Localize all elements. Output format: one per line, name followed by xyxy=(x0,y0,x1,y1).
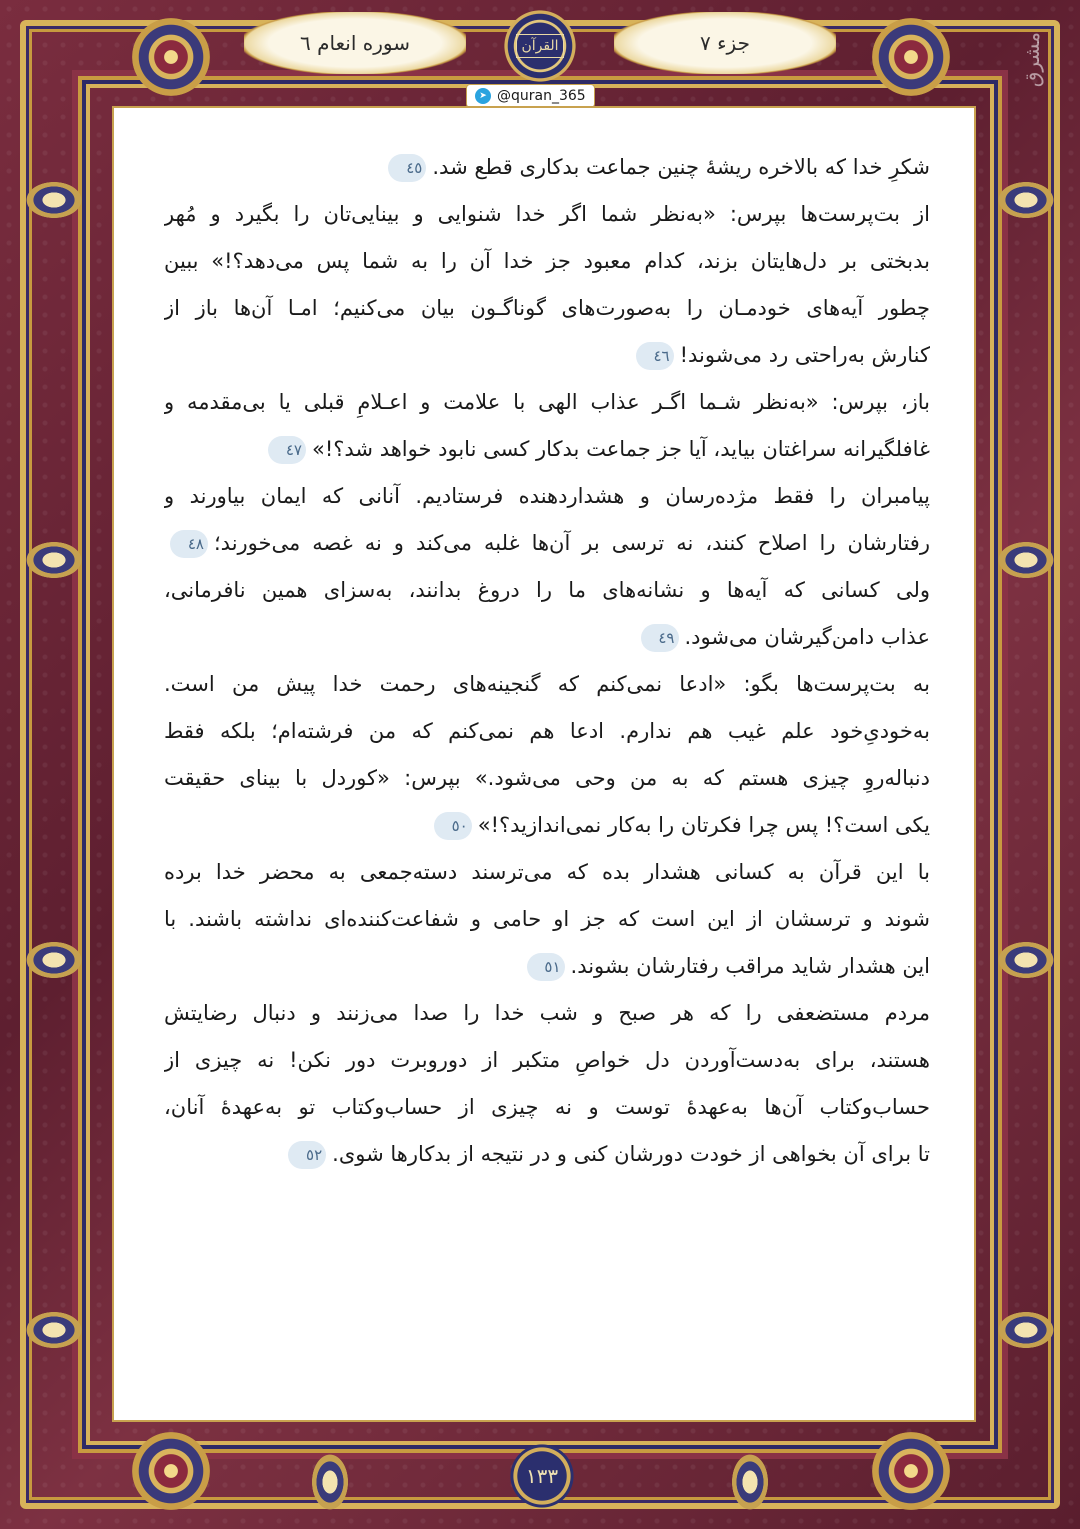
line-text: کنارش به‌راحتی رد می‌شوند! xyxy=(679,343,930,367)
corner-rosette-top-right xyxy=(872,18,950,96)
line-text: پیامبران را فقط مژده‌رسان و هشداردهنده فرستادیم. آنانی که ایمان بیاورند و xyxy=(164,484,930,508)
corner-rosette-top-left xyxy=(132,18,210,96)
line-text: حساب‌وکتاب آن‌ها به‌عهدهٔ توست و نه چیزی از حساب‌وکتاب تو به‌عهدهٔ آنان، xyxy=(164,1095,930,1119)
line-text: غافلگیرانه سراغتان بیاید، آیا جز جماعت بدکار کسی نابود خواهد شد؟!» xyxy=(311,437,930,461)
channel-badge[interactable] xyxy=(466,84,595,108)
text-line xyxy=(164,990,930,1037)
side-medallion xyxy=(994,1309,1058,1351)
corner-rosette-bottom-left xyxy=(132,1432,210,1510)
text-line xyxy=(164,1131,930,1178)
corner-rosette-bottom-right xyxy=(872,1432,950,1510)
text-line xyxy=(164,520,930,567)
emblem-text: القرآن xyxy=(516,34,563,58)
text-line xyxy=(164,708,930,755)
side-medallion xyxy=(22,939,86,981)
line-text: ولی کسانی که آیه‌ها و نشانه‌های ما را دروغ بدانند، به‌سزای همین نافرمانی، xyxy=(164,578,930,602)
side-medallion xyxy=(22,539,86,581)
line-text: هستند، برای به‌دست‌آوردن دل خواصِ متکبر از دوروبرت دور نکن! نه چیزی از xyxy=(164,1048,930,1072)
ayah-number: ٤٥ xyxy=(388,154,426,182)
text-line xyxy=(164,191,930,238)
text-line xyxy=(164,1084,930,1131)
text-line xyxy=(164,943,930,990)
side-medallion xyxy=(994,939,1058,981)
juz-label: جزء ٧ xyxy=(700,31,750,55)
text-line xyxy=(164,238,930,285)
ayah-number: ٤٨ xyxy=(170,530,208,558)
side-medallion xyxy=(994,179,1058,221)
text-line xyxy=(164,379,930,426)
line-text: به بت‌پرست‌ها بگو: «ادعا نمی‌کنم که گنجینه‌های رحمت خدا پیش من است. xyxy=(164,672,930,696)
line-text: این هشدار شاید مراقب رفتارشان بشوند. xyxy=(570,954,930,978)
text-line xyxy=(164,755,930,802)
line-text: شوند و ترسشان از این است که جز او حامی و شفاعت‌کننده‌ای نداشته باشند. با xyxy=(164,907,930,931)
surah-cartouche xyxy=(244,12,466,74)
page-number-badge xyxy=(505,1444,579,1508)
page-number: ١٣٣ xyxy=(525,1464,559,1488)
text-line xyxy=(164,614,930,661)
text-line xyxy=(164,896,930,943)
ayah-number: ٤٩ xyxy=(641,624,679,652)
text-line xyxy=(164,332,930,379)
juz-cartouche xyxy=(614,12,836,74)
line-text: چطور آیه‌های خودمـان را به‌صورت‌های گوناگـون بیان می‌کنیم؛ امـا آن‌ها باز از xyxy=(164,296,930,320)
line-text: به‌خودیِ‌خود علم غیب هم ندارم. ادعا هم نمی‌کنم که من فرشته‌ام؛ بلکه فقط xyxy=(164,719,930,743)
side-medallion xyxy=(994,539,1058,581)
channel-handle: @quran_365 xyxy=(497,88,586,104)
text-line xyxy=(164,285,930,332)
ayah-number: ٥٠ xyxy=(434,812,472,840)
translation-text xyxy=(164,144,930,1178)
bottom-medallion xyxy=(309,1450,351,1514)
line-text: یکی است؟! پس چرا فکرتان را به‌کار نمی‌اندازید؟!» xyxy=(477,813,930,837)
ayah-number: ٤٧ xyxy=(268,436,306,464)
watermark: مشرق xyxy=(1020,32,1044,88)
text-line xyxy=(164,1037,930,1084)
bottom-medallion xyxy=(729,1450,771,1514)
text-line xyxy=(164,661,930,708)
side-medallion xyxy=(22,1309,86,1351)
line-text: دنباله‌روِ چیزی هستم که به من وحی می‌شود.» بپرس: «کوردل با بینای حقیقت xyxy=(164,766,930,790)
ayah-number: ٥٢ xyxy=(288,1141,326,1169)
text-line xyxy=(164,473,930,520)
line-text: مردم مستضعفی را که هر صبح و شب خدا را صدا می‌زنند و دنبال رضایتش xyxy=(164,1001,930,1025)
line-text: عذاب دامن‌گیرشان می‌شود. xyxy=(684,625,930,649)
ayah-number: ٤٦ xyxy=(636,342,674,370)
line-text: شکرِ خدا که بالاخره ریشهٔ چنین جماعت بدکاری قطع شد. xyxy=(432,155,930,179)
line-text: تا برای آن بخواهی از خودت دورشان کنی و در نتیجه از بدکارها شوی. xyxy=(332,1142,930,1166)
text-line xyxy=(164,849,930,896)
text-line xyxy=(164,802,930,849)
line-text: از بت‌پرست‌ها بپرس: «به‌نظر شما اگر خدا شنوایی و بینایی‌تان را بگیرد و مُهر xyxy=(164,202,930,226)
line-text: بدبختی بر دل‌هایتان بزند، کدام معبود جز خدا آن را به شما پس می‌دهد؟!» ببین xyxy=(164,249,930,273)
text-line xyxy=(164,567,930,614)
line-text: رفتارشان را اصلاح کنند، نه ترسی بر آن‌ها غلبه می‌کند و نه غصه می‌خورند؛ xyxy=(214,531,930,555)
surah-label: سوره انعام ٦ xyxy=(300,31,410,55)
line-text: با این قرآن به کسانی هشدار بده که می‌ترسند دسته‌جمعی به محضر خدا برده xyxy=(164,860,930,884)
text-line xyxy=(164,144,930,191)
ayah-number: ٥١ xyxy=(527,953,565,981)
text-line xyxy=(164,426,930,473)
side-medallion xyxy=(22,179,86,221)
quran-emblem xyxy=(500,8,580,84)
line-text: باز، بپرس: «به‌نظر شـما اگـر عذاب الهی با علامت و اعـلامِ قبلی یا بی‌مقدمه و xyxy=(164,390,930,414)
telegram-icon: ➤ xyxy=(475,88,491,104)
